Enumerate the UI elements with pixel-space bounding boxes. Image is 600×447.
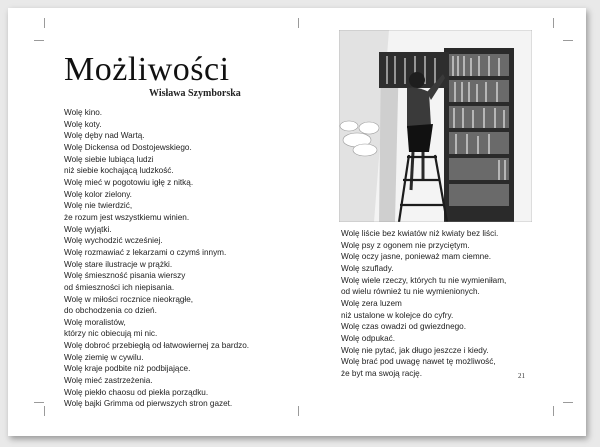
poem-line: niż ustalone w kolejce do cyfry.: [341, 310, 454, 320]
poem-line: Wolę wyjątki.: [64, 224, 112, 234]
crop-mark: [553, 18, 554, 28]
poem-line: Wolę ziemię w cywilu.: [64, 352, 144, 362]
poem-line: Wolę śmieszność pisania wierszy: [64, 271, 186, 281]
crop-mark: [553, 406, 554, 416]
crop-mark: [34, 402, 44, 403]
poem-line: Wolę odpukać.: [341, 333, 396, 343]
poem-line: Wolę piekło chaosu od piekła porządku.: [64, 387, 209, 397]
poem-title: Możliwości: [64, 51, 230, 88]
poem-line: Wolę dęby nad Wartą.: [64, 131, 145, 141]
poem-line: Wolę kolor zielony.: [64, 189, 132, 199]
poem-line: Wolę liście bez kwiatów niż kwiaty bez liści.: [341, 229, 499, 238]
poem-line: Wolę siebie lubiącą ludzi: [64, 154, 154, 164]
book-spread: [8, 8, 586, 436]
poem-line: Wolę koty.: [64, 119, 102, 129]
poem-line: do obchodzenia co dzień.: [64, 306, 157, 316]
poem-line: Wolę oczy jasne, ponieważ mam ciemne.: [341, 252, 492, 262]
poem-line: Wolę nie pytać, jak długo jeszcze i kiedy.: [341, 345, 489, 355]
poem-line: Wolę w miłości rocznice nieokrągłe,: [64, 294, 194, 304]
poem-line: Wolę zera luzem: [341, 298, 402, 308]
poem-line: Wolę nie twierdzić,: [64, 201, 133, 211]
poem-stanza-right: [341, 228, 506, 380]
page-number: 21: [518, 372, 525, 380]
poem-line: Wolę moralistów,: [64, 317, 126, 327]
poem-line: Wolę kino.: [64, 108, 103, 117]
left-page: [8, 8, 297, 436]
poem-line: że rozum jest wszystkiemu winien.: [64, 212, 190, 222]
poem-stanza-left: [64, 107, 249, 410]
poem-line: Wolę mieć zastrzeżenia.: [64, 376, 153, 386]
poem-author: Wisława Szymborska: [149, 88, 241, 99]
poem-line: Wolę szuflady.: [341, 263, 394, 273]
crop-mark: [563, 402, 573, 403]
crop-mark: [563, 40, 573, 41]
poem-line: Wolę kraje podbite niż podbijające.: [64, 364, 191, 374]
poem-line: którzy nic obiecują mi nic.: [64, 329, 158, 339]
poem-line: niż siebie kochającą ludzkość.: [64, 166, 174, 176]
crop-mark: [44, 18, 45, 28]
poem-line: Wolę brać pod uwagę nawet tę możliwość,: [341, 357, 496, 367]
poem-line: Wolę rozmawiać z lekarzami o czymś innym.: [64, 247, 227, 257]
poem-line: Wolę stare ilustracje w prążki.: [64, 259, 173, 269]
poem-line: Wolę Dickensa od Dostojewskiego.: [64, 142, 192, 152]
poem-line: od śmieszności ich niepisania.: [64, 282, 175, 292]
poem-line: że byt ma swoją rację.: [341, 368, 422, 378]
poem-line: Wolę wiele rzeczy, których tu nie wymieniłam,: [341, 275, 507, 285]
crop-mark: [34, 40, 44, 41]
right-page: [297, 8, 586, 436]
poem-line: Wolę czas owadzi od gwiezdnego.: [341, 322, 467, 332]
woman-on-ladder-photo: [339, 30, 532, 222]
poem-line: od wielu również tu nie wymienionych.: [341, 287, 480, 297]
poem-line: Wolę mieć w pogotowiu igłę z nitką.: [64, 177, 194, 187]
bookshelf-photo: [339, 30, 532, 222]
poem-line: Wolę psy z ogonem nie przyciętym.: [341, 240, 470, 250]
poem-line: Wolę wychodzić wcześniej.: [64, 236, 163, 246]
poem-line: Wolę dobroć przebiegłą od łatwowiernej za bardzo.: [64, 341, 250, 351]
poem-line: Wolę bajki Grimma od pierwszych stron gazet.: [64, 399, 233, 409]
crop-mark: [44, 406, 45, 416]
